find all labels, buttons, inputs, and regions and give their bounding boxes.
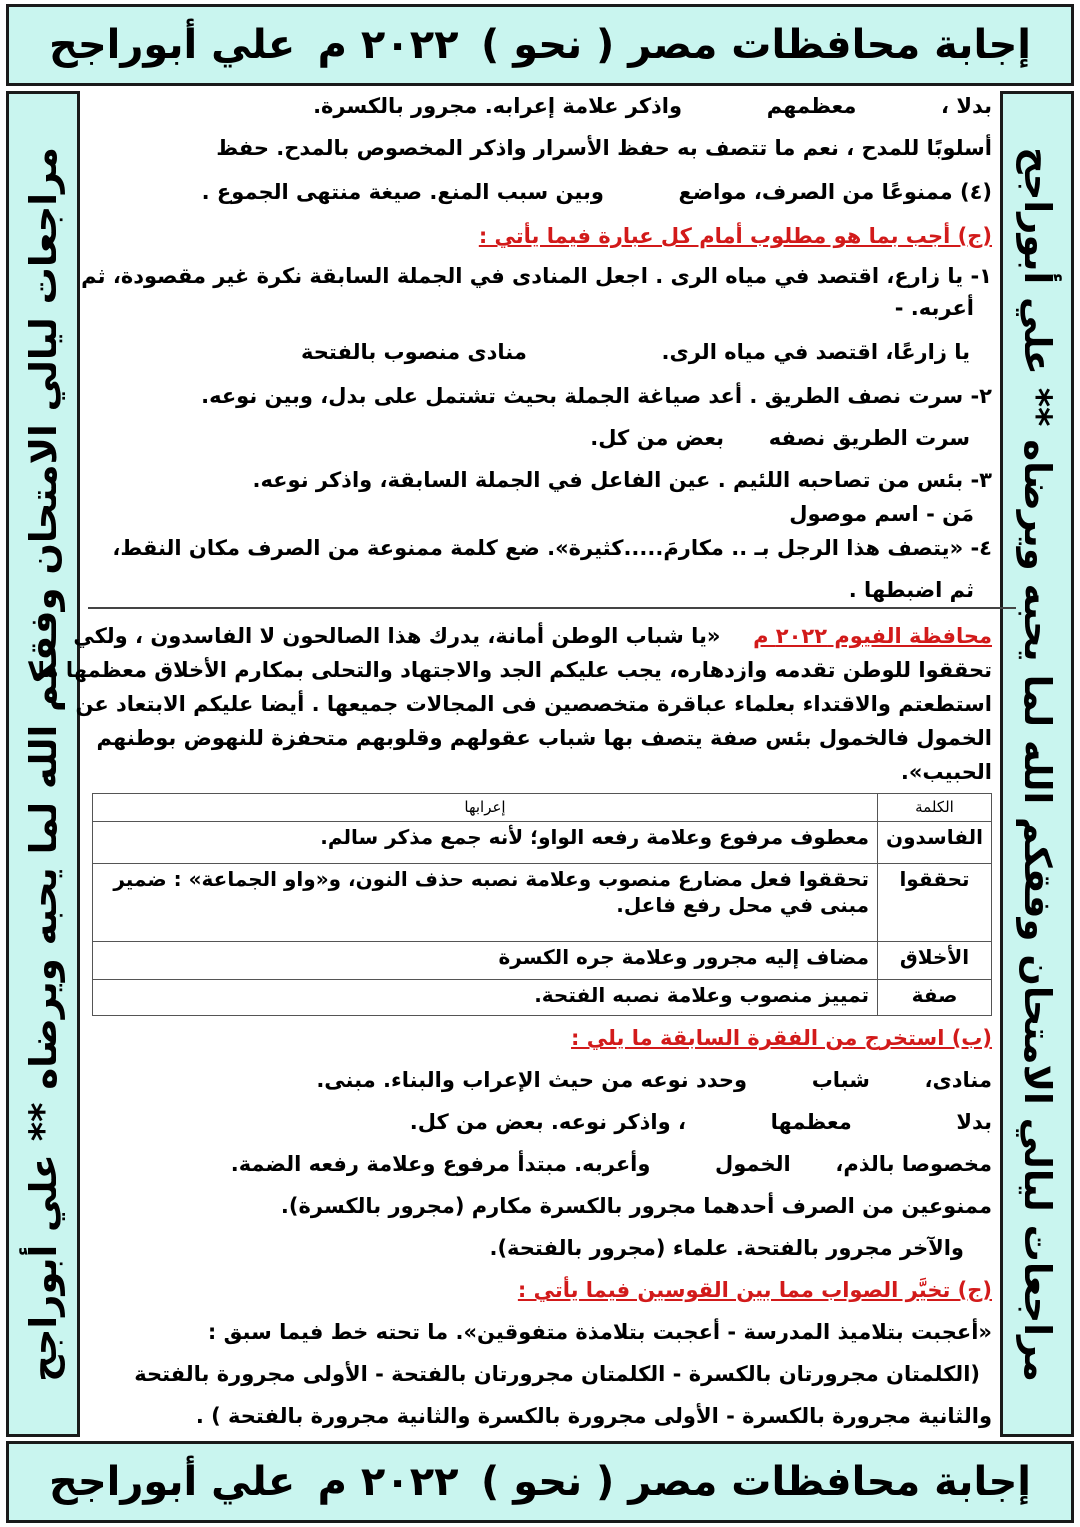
footer-year: ٢٠٢٢ م [317,1459,459,1505]
col-word-header: الكلمة [878,794,992,822]
paragraph-text-1: «يا شباب الوطن أمانة، يدرك هذا الصالحون لا الفاسدون ، ولكي [73,624,721,648]
answer-3: مَن - اسم موصول [789,502,974,526]
extract-muazamuha: معظمها [770,1110,852,1134]
line-3 [96,179,992,206]
governorate-label: محافظة الفيوم ٢٠٢٢ م [753,624,992,648]
table-irab: معطوف مرفوع وعلامة رفعه الواو؛ لأنه جمع مذكر سالم. [93,822,878,864]
text-mamnou: (٤) ممنوعًا من الصرف، مواضع [678,180,992,204]
extract-line-5: والآخر مجرور بالفتحة. علماء (مجرور بالفتحة). [489,1236,964,1260]
table-irab: تحققوا فعل مضارع منصوب وعلامة نصبه حذف النون، و«واو الجماعة» : ضمير مبنى في محل رفع فاعل. [93,864,878,942]
extract-makhsous: مخصوصا بالذم، [835,1152,992,1176]
footer-title: إجابة محافظات مصر ( نحو ) [481,1459,1031,1505]
banner-title: إجابة محافظات مصر ( نحو ) [481,22,1031,68]
question-4: ٤- «يتصف هذا الرجل بـ .. مكارمَ.....كثيرة». ضع كلمة ممنوعة من الصرف مكان النقط، [112,536,992,560]
table-irab: مضاف إليه مجرور وعلامة جره الكسرة [93,942,878,980]
answer-1-sentence: يا زارعًا، اقتصد في مياه الرى. [661,340,970,364]
extract-shabab: شباب [811,1068,870,1092]
table-word: الفاسدون [878,822,992,864]
paragraph-line-3: استطعتم والاقتداء بعلماء عباقرة متخصصين فى المجالات جميعها . أيضا عليكم الابتعاد عن [75,692,992,716]
extract-munada: منادى، [924,1068,992,1092]
table-word: صفة [878,980,992,1016]
left-sidebar-text: مراجعات ليالي الامتحان وفقكم الله لما يحبه ويرضاه ** علي أبوراجح [21,146,65,1382]
paragraph-line-4: الخمول فالخمول بئس صفة يتصف بها شباب عقولهم وقلوبهم متحفزة للنهوض بوطنهم [96,726,992,750]
question-1: ١- يا زارع، اقتصد في مياه الرى . اجعل المنادى في الجملة السابقة نكرة غير مقصودة، ثم [81,264,992,288]
text-badal: بدلا ، [941,94,992,118]
question-4-cont: ثم اضبطها . [848,578,974,602]
right-sidebar [1000,91,1074,1437]
top-banner [6,4,1074,86]
answer-2 [96,425,970,452]
extract-badal-type: ، واذكر نوعه. بعض من كل. [409,1110,686,1134]
choice-line-2: (الكلمتان مجرورتان بالكسرة - الكلمتان مجرورتان بالفتحة - الأولى مجرورة بالفتحة [134,1362,980,1386]
paragraph-line-5: الحبيب». [900,760,992,784]
answer-1-irab: منادى منصوب بالفتحة [301,340,527,364]
heading-b: (ب) استخرج من الفقرة السابقة ما يلي : [571,1026,992,1050]
table-word: تحققوا [878,864,992,942]
left-sidebar [6,91,80,1437]
choice-line-1: «أعجبت بتلاميذ المدرسة - أعجبت بتلامذة متفوقين». ما تحته خط فيما سبق : [207,1320,992,1344]
extract-badal: بدلا [956,1110,992,1134]
bottom-banner [6,1441,1074,1523]
question-3: ٣- بئس من تصاحبه اللئيم . عين الفاعل في الجملة السابقة، واذكر نوعه. [252,468,992,492]
answer-2-sentence: سرت الطريق نصفه [768,426,970,450]
irab-table [92,793,992,1016]
answer-1 [96,339,970,366]
right-sidebar-text: مراجعات ليالي الامتحان وفقكم الله لما يحبه ويرضاه ** علي أبوراجح [1015,146,1059,1382]
extract-line-4: ممنوعين من الصرف أحدهما مجرور بالكسرة مكارم (مجرور بالكسرة). [280,1194,992,1218]
choice-line-3: والثانية مجرورة بالكسرة - الأولى مجرورة بالكسرة والثانية مجرورة بالفتحة ) . [195,1404,992,1428]
line-2: أسلوبًا للمدح ، نعم ما تتصف به حفظ الأسرار واذكر المخصوص بالمدح. حفظ [216,136,992,160]
banner-year: ٢٠٢٢ م [317,22,459,68]
extract-khumoul-irab: وأعربه. مبتدأ مرفوع وعلامة رفعه الضمة. [230,1152,651,1176]
line-1 [96,93,992,120]
extract-line-3 [96,1151,992,1178]
table-word: الأخلاق [878,942,992,980]
text-reason: وبين سبب المنع. صيغة منتهى الجموع . [201,180,604,204]
extract-khumoul: الخمول [715,1152,791,1176]
table-row [93,822,992,864]
col-irab-header: إعرابها [93,794,878,822]
question-1-cont: أعربه. - [894,296,974,320]
table-irab: تمييز منصوب وعلامة نصبه الفتحة. [93,980,878,1016]
section-divider [88,607,1016,609]
table-row [93,980,992,1016]
extract-line-1 [96,1067,992,1094]
table-row [93,942,992,980]
heading-c2: (ج) تخيَّر الصواب مما بين القوسين فيما يأتي : [517,1278,992,1302]
paragraph-line-1 [73,623,992,650]
text-irab-sign: واذكر علامة إعرابه. مجرور بالكسرة. [313,94,683,118]
footer-author: علي أبوراجح [49,1459,296,1505]
extract-line-2 [96,1109,992,1136]
table-row [93,864,992,942]
paragraph-line-2: تحققوا للوطن تقدمه وازدهاره، يجب عليكم الجد والاجتهاد والتحلى بمكارم الأخلاق معظمها ما [37,658,992,682]
banner-author: علي أبوراجح [49,22,296,68]
text-muazamuhum: معظمهم [766,94,857,118]
extract-type: وحدد نوعه من حيث الإعراب والبناء. مبنى. [316,1068,748,1092]
heading-c: (ج) أجب بما هو مطلوب أمام كل عبارة فيما يأتي : [478,224,992,248]
question-2: ٢- سرت نصف الطريق . أعد صياغة الجملة بحيث تشتمل على بدل، وبين نوعه. [201,384,992,408]
answer-2-type: بعض من كل. [590,426,725,450]
table-header-row [93,794,992,822]
